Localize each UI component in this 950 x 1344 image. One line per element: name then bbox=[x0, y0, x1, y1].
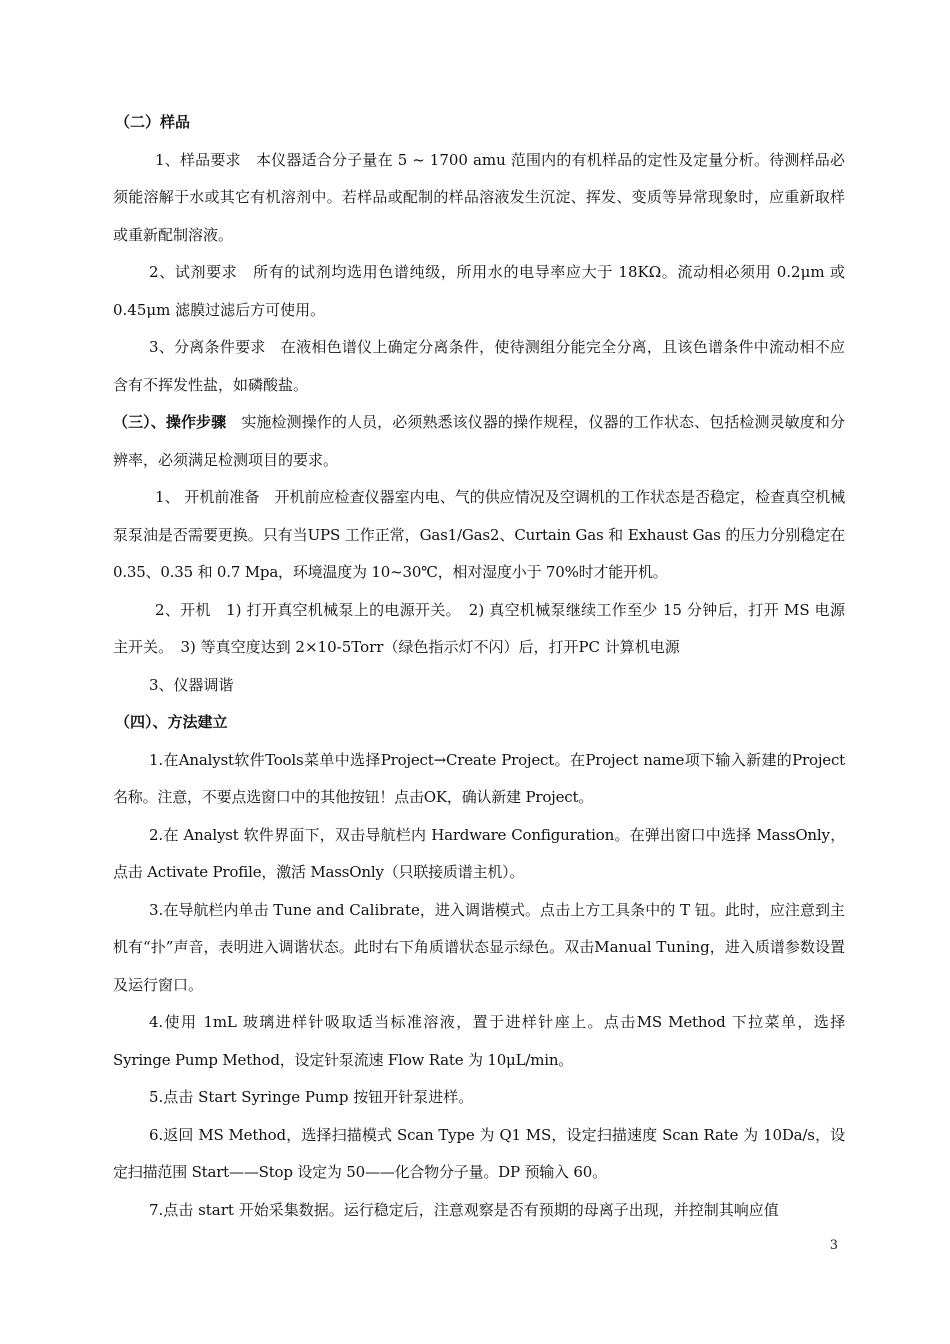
paragraph-method-step-2: 2.在 Analyst 软件界面下，双击导航栏内 Hardware Configuration。在弹出窗口中选择 MassOnly，点击 Activate Profile，激活 MassOnly（只联接质谱主机）。 bbox=[113, 825, 845, 881]
paragraph-method-step-3: 3.在导航栏内单击 Tune and Calibrate，进入调谐模式。点击上方工具条中的 T 钮。此时，应注意到主机有“扑”声音，表明进入调谐状态。此时右下角质谱状态显示绿色。双击Manual Tuning，进入质谱参数设置及运行窗口。 bbox=[113, 900, 845, 994]
page-number: 3 bbox=[829, 1238, 838, 1253]
paragraph-method-step-1: 1.在Analyst软件Tools菜单中选择Project→Create Project。在Project name项下输入新建的Project名称。注意，不要点选窗口中的其他按钮！点击OK，确认新建 Project。 bbox=[113, 750, 845, 806]
section-heading-method: （四）、方法建立 bbox=[115, 713, 228, 731]
paragraph-separation-conditions: 3、分离条件要求 在液相色谱仪上确定分离条件，使待测组分能完全分离，且该色谱条件中流动相不应含有不挥发性盐，如磷酸盐。 bbox=[113, 338, 845, 394]
section-heading-steps: （三）、操作步骤 bbox=[113, 413, 227, 431]
section-heading-sample: （二）样品 bbox=[115, 113, 191, 131]
paragraph-method-step-6: 6.返回 MS Method，选择扫描模式 Scan Type 为 Q1 MS，设定扫描速度 Scan Rate 为 10Da/s，设定扫描范围 Start——Stop 设定为 50——化合物分子量。DP 预输入 60。 bbox=[113, 1125, 845, 1181]
document-body bbox=[113, 104, 845, 1229]
paragraph-pre-startup: 1、 开机前准备 开机前应检查仪器室内电、气的供应情况及空调机的工作状态是否稳定，检查真空机械泵泵油是否需要更换。只有当UPS 工作正常，Gas1/Gas2、Curtain Gas 和 Exhaust Gas 的压力分别稳定在 0.35、0.35 和 0.7 Mpa，环境温度为 10~30℃，相对湿度小于 70%时才能开机。 bbox=[113, 488, 845, 581]
paragraph-reagent-requirements: 2、试剂要求 所有的试剂均选用色谱纯级，所用水的电导率应大于 18KΩ。流动相必须用 0.2μm 或 0.45μm 滤膜过滤后方可使用。 bbox=[113, 263, 845, 319]
section-steps-block bbox=[113, 404, 845, 479]
paragraph-method-step-5: 5.点击 Start Syringe Pump 按钮开针泵进样。 bbox=[149, 1088, 474, 1106]
paragraph-tuning: 3、仪器调谐 bbox=[149, 675, 234, 694]
paragraph-method-step-7: 7.点击 start 开始采集数据。运行稳定后，注意观察是否有预期的母离子出现，并控制其响应值 bbox=[149, 1200, 779, 1219]
paragraph-steps-intro: 实施检测操作的人员，必须熟悉该仪器的操作规程，仪器的工作状态、包括检测灵敏度和分辨率，必须满足检测项目的要求。 bbox=[113, 413, 845, 469]
paragraph-startup: 2、开机 1) 打开真空机械泵上的电源开关。 2) 真空机械泵继续工作至少 15 分钟后，打开 MS 电源主开关。 3) 等真空度达到 2×10-5Torr（绿色指示灯不闪）后，打开PC 计算机电源 bbox=[113, 600, 845, 656]
paragraph-sample-requirements: 1、样品要求 本仪器适合分子量在 5 ~ 1700 amu 范围内的有机样品的定性及定量分析。待测样品必须能溶解于水或其它有机溶剂中。若样品或配制的样品溶液发生沉淀、挥发、变质等异常现象时，应重新取样或重新配制溶液。 bbox=[113, 150, 845, 244]
paragraph-method-step-4: 4.使用 1mL 玻璃进样针吸取适当标准溶液，置于进样针座上。点击MS Method 下拉菜单，选择 Syringe Pump Method，设定针泵流速 Flow Rate 为 10μL/min。 bbox=[113, 1013, 845, 1069]
